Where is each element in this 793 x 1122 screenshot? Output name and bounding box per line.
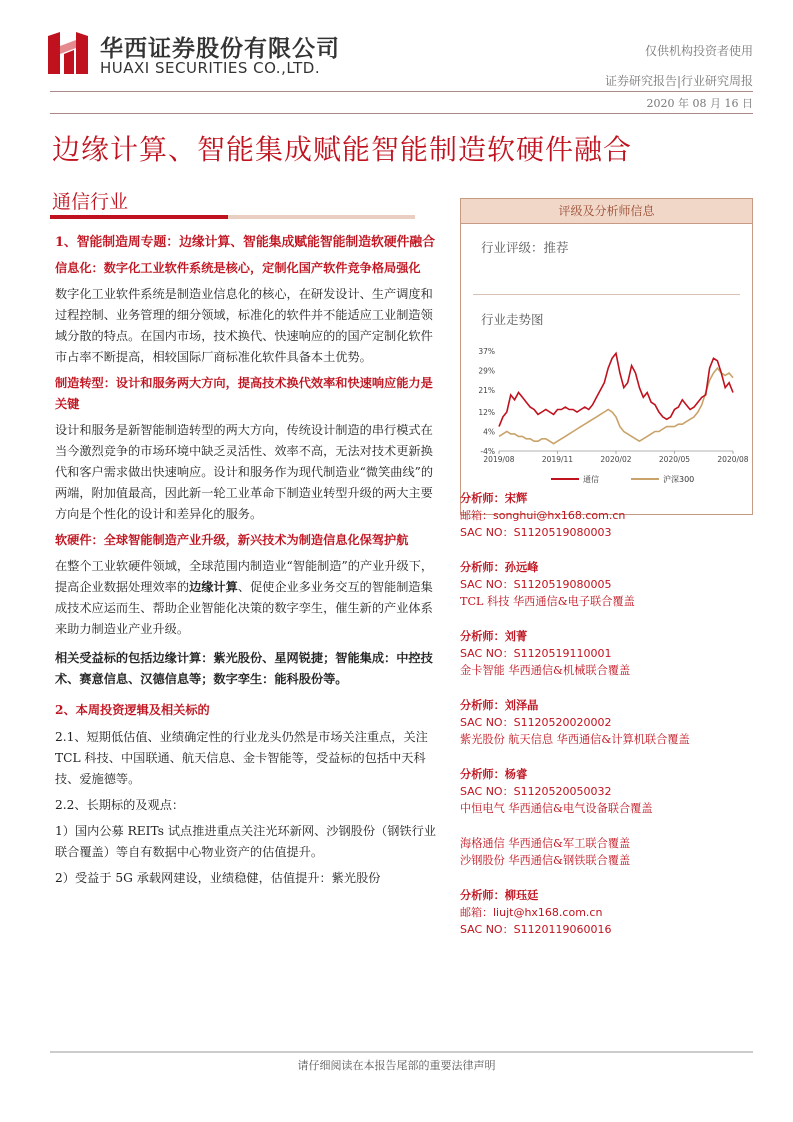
analyst-1-name: 分析师：宋辉 [460, 491, 528, 505]
company-name-en: HUAXI SECURITIES CO.,LTD. [100, 59, 321, 77]
analyst-1-sac: SAC NO：S1120519080003 [460, 526, 612, 539]
huaxi-logo-icon [44, 28, 92, 76]
company-name-cn: 华西证券股份有限公司 [100, 36, 340, 62]
para-1-heading: 信息化：数字化工业软件系统是核心，定制化国产软件竞争格局强化 [55, 261, 421, 275]
analyst-5-coverage: 中恒电气 华西通信&电气设备联合覆盖 [460, 802, 653, 815]
y-tick-label: 12% [478, 407, 495, 417]
para-2-body: 设计和服务是新智能制造转型的两大方向，传统设计制造的串行模式在当今激烈竞争的市场环境中缺乏灵活性、效率不高，无法对技术更新换代和客户需求做出快速响应。设计和服务作为现代制造业“微笑曲线”的两端，附加值最高，因此新一轮工业革命下制造业转型升级的两大主要方向是个性化的设计和差异化的服务。 [55, 423, 434, 521]
analyst-2-coverage: TCL 科技 华西通信&电子联合覆盖 [460, 595, 635, 608]
para-7: 1）国内公募 REITs 试点推进重点关注光环新网、沙钢股份（钢铁行业联合覆盖）等自有数据中心物业资产的估值提升。 [55, 824, 436, 859]
y-tick-label: 4% [483, 427, 495, 437]
analyst-7-sac: SAC NO：S1120119060016 [460, 923, 612, 936]
para-3-text-a: 在整个工业软硬件领域，全球范围内制造业“智能制造”的产业升级下，提高企业数据处理效率的 [55, 559, 434, 594]
analyst-5-sac: SAC NO：S1120520050032 [460, 785, 612, 798]
page-title: 边缘计算、智能集成赋能智能制造软硬件融合 [52, 133, 633, 166]
analyst-3-name: 分析师：刘菁 [460, 629, 528, 643]
industry-label: 通信行业 [52, 191, 129, 213]
x-tick-label: 2020/05 [658, 455, 691, 464]
x-tick-label: 2020/08 [717, 455, 749, 464]
y-tick-label: 29% [478, 366, 495, 376]
analyst-4-coverage: 紫光股份 航天信息 华西通信&计算机联合覆盖 [460, 733, 690, 746]
para-8: 2）受益于 5G 承载网建设，业绩稳健，估值提升：紫光股份 [55, 871, 381, 885]
legend-label: 通信 [583, 475, 599, 484]
para-3-heading: 软硬件：全球智能制造产业升级，新兴技术为制造信息化保驾护航 [55, 533, 409, 547]
legend-label: 沪深300 [663, 475, 695, 484]
trend-chart-title: 行业走势图 [481, 312, 544, 327]
analyst-2-name: 分析师：孙远峰 [460, 560, 539, 574]
section-1-heading: 1、智能制造周专题：边缘计算、智能集成赋能智能制造软硬件融合 [55, 235, 436, 250]
main-content [55, 232, 441, 894]
analyst-4 [460, 697, 753, 748]
x-tick-label: 2020/02 [600, 455, 632, 464]
rating-box [460, 224, 753, 515]
y-tick-label: 21% [478, 386, 495, 396]
analyst-7-name: 分析师：柳珏廷 [460, 888, 539, 902]
y-tick-label: 37% [478, 347, 495, 356]
report-category: 证券研究报告|行业研究周报 [604, 74, 753, 88]
analyst-2 [460, 559, 753, 610]
analyst-4-sac: SAC NO：S1120520020002 [460, 716, 612, 729]
report-date: 2020 年 08 月 16 日 [646, 97, 753, 110]
analyst-1 [460, 490, 753, 541]
y-tick-label: -4% [480, 447, 495, 456]
para-1-body: 数字化工业软件系统是制造业信息化的核心，在研发设计、生产调度和过程控制、业务管理的细分领域，标准化的软件并不能适应工业制造领域分散的特点。在国内市场，技术换代、快速响应的的国产定制化软件市占率不断提高，相较国际厂商标准化软件具备本土优势。 [55, 287, 433, 364]
analyst-3 [460, 628, 753, 679]
header-divider-2 [50, 113, 753, 114]
analyst-5 [460, 766, 753, 817]
notice-text: 仅供机构投资者使用 [644, 44, 753, 58]
para-2-heading: 制造转型：设计和服务两大方向，提高技术换代效率和快速响应能力是关键 [55, 376, 433, 411]
para-5: 2.1、短期低估值、业绩确定性的行业龙头仍然是市场关注重点，关注 TCL 科技、中国联通、航天信息、金卡智能等，受益标的包括中天科技、爱施德等。 [55, 730, 428, 786]
analyst-2-sac: SAC NO：S1120519080005 [460, 578, 612, 591]
industry-rating: 行业评级：推荐 [481, 240, 569, 255]
analyst-4-name: 分析师：刘泽晶 [460, 698, 539, 712]
joint-coverage-2: 沙钢股份 华西通信&钢铁联合覆盖 [460, 854, 631, 867]
header-divider [50, 91, 753, 92]
joint-coverage [460, 835, 753, 869]
section-2-heading: 2、本周投资逻辑及相关标的 [55, 703, 210, 717]
analyst-3-coverage: 金卡智能 华西通信&机械联合覆盖 [460, 664, 631, 677]
analyst-1-email: 邮箱：songhui@hx168.com.cn [460, 509, 626, 522]
para-4-beneficiaries: 相关受益标的包括边缘计算：紫光股份、星网锐捷；智能集成：中控技术、赛意信息、汉德信息等；数字孪生：能科股份等。 [55, 651, 433, 686]
industry-underline-accent [50, 215, 228, 219]
para-3-text-b: 、促使企业多业务交互的智能制造集成技术应运而生、帮助企业智能化决策的数字孪生，催生新的产业体系来助力制造业产业升级。 [55, 580, 433, 636]
rating-divider [473, 294, 740, 295]
footer-disclaimer: 请仔细阅读在本报告尾部的重要法律声明 [297, 1059, 496, 1072]
analyst-7-email: 邮箱：liujt@hx168.com.cn [460, 906, 603, 919]
analyst-5-name: 分析师：杨睿 [460, 767, 528, 781]
footer-divider [50, 1051, 753, 1053]
rating-panel [460, 198, 753, 515]
x-tick-label: 2019/08 [483, 455, 515, 464]
x-tick-label: 2019/11 [541, 455, 574, 464]
para-3-text-bold: 边缘计算 [189, 580, 238, 594]
series-line-hs300 [499, 368, 733, 444]
para-3-body [55, 556, 441, 640]
rating-panel-title: 评级及分析师信息 [460, 198, 753, 224]
analyst-3-sac: SAC NO：S1120519110001 [460, 647, 612, 660]
trend-chart [461, 339, 754, 509]
analyst-list [460, 490, 753, 956]
para-6: 2.2、长期标的及观点： [55, 798, 185, 812]
analyst-7 [460, 887, 753, 938]
joint-coverage-1: 海格通信 华西通信&军工联合覆盖 [460, 837, 631, 850]
